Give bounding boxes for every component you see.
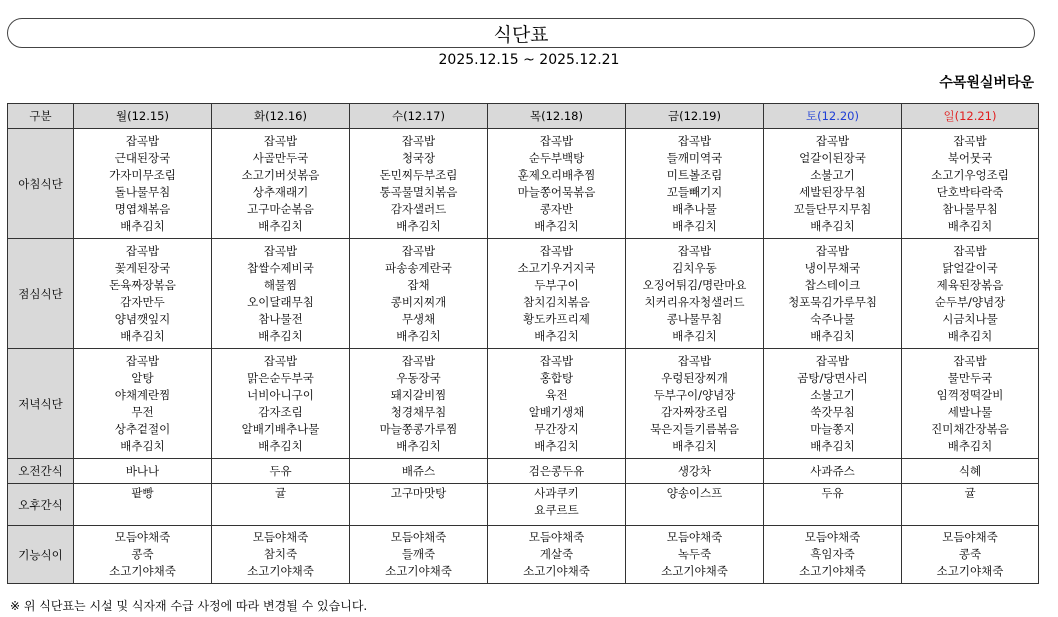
- menu-item: 근대된장국: [114, 150, 171, 165]
- menu-item: 사과쿠키: [534, 486, 579, 500]
- menu-item: 배추김치: [810, 218, 855, 233]
- menu-item: 시금치나물: [942, 311, 998, 326]
- menu-item: 무생채: [401, 311, 436, 326]
- page-title: 식단표: [493, 23, 549, 46]
- menu-item: 잡곡밥: [401, 353, 436, 368]
- menu-item: 마늘쫑콩가루찜: [379, 421, 458, 436]
- menu-title-banner: [7, 18, 1035, 48]
- menu-cell: [74, 484, 212, 526]
- menu-cell: [74, 129, 212, 239]
- menu-item: 들깨죽: [401, 547, 436, 561]
- menu-item: 소고기야채죽: [936, 564, 1004, 578]
- menu-item: 파송송계란국: [385, 260, 452, 275]
- menu-cell: [74, 459, 212, 484]
- menu-item: 제육된장볶음: [936, 277, 1004, 292]
- menu-item: 소고기야채죽: [523, 564, 590, 578]
- menu-item: 배추김치: [258, 438, 303, 453]
- menu-item: 돼지갈비찜: [390, 387, 447, 402]
- menu-item: 알배기배추나물: [241, 421, 320, 436]
- menu-item: 소고기야채죽: [247, 564, 314, 578]
- menu-row: [8, 459, 1039, 484]
- menu-item: 임꺽정떡갈비: [936, 387, 1004, 402]
- day-header: 화(12.16): [212, 104, 350, 129]
- menu-item: 감자샐러드: [390, 201, 447, 216]
- menu-item: 닭얼갈이국: [942, 260, 998, 275]
- menu-item: 맑은순두부국: [247, 370, 314, 385]
- menu-item: 배추김치: [947, 328, 993, 343]
- menu-item: 소고기야채죽: [385, 564, 452, 578]
- menu-item: 김치우동: [672, 260, 717, 275]
- menu-item: 진미채간장볶음: [931, 421, 1009, 436]
- menu-cell: [212, 239, 350, 349]
- menu-item: 돈육짜장볶음: [109, 277, 176, 292]
- menu-item: 귤: [274, 486, 287, 500]
- menu-cell: [626, 129, 764, 239]
- footnote: ※ 위 식단표는 시설 및 식자재 수급 사정에 따라 변경될 수 있습니다.: [10, 599, 368, 613]
- menu-item: 사과쥬스: [810, 463, 855, 478]
- menu-cell: [764, 526, 902, 584]
- menu-item: 배추김치: [534, 218, 579, 233]
- menu-item: 무간장지: [534, 421, 579, 436]
- menu-cell: [212, 526, 350, 584]
- menu-item: 소고기야채죽: [661, 564, 728, 578]
- menu-cell: [626, 239, 764, 349]
- menu-cell: [488, 459, 626, 484]
- menu-item: 잡곡밥: [815, 243, 850, 258]
- menu-item: 알배기생채: [528, 404, 585, 419]
- menu-row: [8, 129, 1039, 239]
- menu-item: 배추김치: [258, 218, 303, 233]
- menu-item: 얼갈이된장국: [799, 150, 866, 165]
- menu-item: 야채계란찜: [114, 387, 171, 402]
- menu-item: 모듬야채죽: [114, 530, 171, 544]
- menu-item: 감자조림: [258, 404, 303, 419]
- menu-cell: [350, 239, 488, 349]
- menu-cell: [764, 239, 902, 349]
- menu-row: [8, 526, 1039, 584]
- menu-item: 곰탕/당면사리: [797, 370, 868, 385]
- menu-item: 배추김치: [947, 218, 993, 233]
- menu-item: 잡곡밥: [953, 243, 987, 258]
- menu-cell: [74, 349, 212, 459]
- menu-item: 묵은지들기름볶음: [650, 421, 739, 436]
- menu-item: 소고기우엉조림: [931, 167, 1009, 182]
- menu-cell: [212, 349, 350, 459]
- menu-item: 잡곡밥: [125, 353, 160, 368]
- row-label: 아침식단: [8, 129, 74, 239]
- menu-item: 배추김치: [534, 328, 579, 343]
- menu-item: 콩비지찌개: [390, 294, 447, 309]
- menu-item: 세발나물: [947, 404, 993, 419]
- menu-cell: [488, 129, 626, 239]
- menu-row: [8, 349, 1039, 459]
- menu-cell: [902, 129, 1039, 239]
- menu-item: 양념깻잎지: [114, 311, 171, 326]
- menu-row: [8, 484, 1039, 526]
- menu-item: 잡곡밥: [125, 243, 160, 258]
- menu-item: 청포묵김가루무침: [788, 294, 877, 309]
- day-header-saturday: 토(12.20): [764, 104, 902, 129]
- menu-item: 물만두국: [947, 370, 993, 385]
- menu-item: 너비아니구이: [247, 387, 314, 402]
- menu-cell: [764, 129, 902, 239]
- menu-item: 쑥갓무침: [810, 404, 855, 419]
- menu-item: 배추김치: [120, 328, 165, 343]
- row-label: 점심식단: [8, 239, 74, 349]
- menu-item: 참치죽: [263, 547, 298, 561]
- menu-item: 냉이무채국: [804, 260, 861, 275]
- menu-item: 훈제오리배추찜: [517, 167, 596, 182]
- menu-cell: [488, 484, 626, 526]
- menu-item: 요쿠르트: [534, 503, 579, 517]
- menu-item: 잡곡밥: [539, 133, 574, 148]
- menu-item: 잡곡밥: [677, 353, 712, 368]
- menu-item: 배추김치: [396, 438, 441, 453]
- menu-item: 고구마맛탕: [390, 486, 447, 500]
- menu-cell: [626, 459, 764, 484]
- menu-item: 해물찜: [263, 277, 298, 292]
- menu-item: 청국장: [401, 150, 436, 165]
- menu-cell: [902, 484, 1039, 526]
- menu-item: 잡곡밥: [953, 133, 987, 148]
- menu-item: 단호박타락죽: [936, 184, 1004, 199]
- day-header: 월(12.15): [74, 104, 212, 129]
- menu-item: 마늘쫑지: [810, 421, 855, 436]
- menu-item: 숙주나물: [810, 311, 855, 326]
- day-header: 금(12.19): [626, 104, 764, 129]
- menu-item: 배추김치: [672, 438, 717, 453]
- menu-item: 소고기야채죽: [109, 564, 176, 578]
- menu-item: 알탕: [131, 370, 154, 385]
- menu-cell: [74, 526, 212, 584]
- menu-item: 감자짜장조림: [661, 404, 728, 419]
- menu-item: 상추겉절이: [114, 421, 171, 436]
- menu-item: 콩자반: [539, 201, 574, 216]
- menu-cell: [626, 349, 764, 459]
- row-label: 오전간식: [8, 459, 74, 484]
- menu-item: 오징어튀김/명란마요: [642, 277, 747, 292]
- menu-item: 식혜: [958, 463, 982, 478]
- menu-item: 잡곡밥: [539, 243, 574, 258]
- menu-item: 마늘쫑어묵볶음: [517, 184, 596, 199]
- menu-item: 배추김치: [120, 218, 165, 233]
- menu-cell: [350, 129, 488, 239]
- menu-item: 참나물전: [258, 311, 303, 326]
- menu-cell: [764, 484, 902, 526]
- menu-cell: [74, 239, 212, 349]
- date-range: 2025.12.15 ~ 2025.12.21: [438, 52, 620, 68]
- menu-item: 꽃게된장국: [114, 260, 171, 275]
- menu-item: 모듬야채죽: [252, 530, 309, 544]
- menu-item: 잡곡밥: [401, 243, 436, 258]
- menu-item: 홍합탕: [539, 370, 574, 385]
- menu-item: 두유: [269, 463, 292, 478]
- menu-item: 양송이스프: [666, 486, 723, 500]
- menu-item: 잡곡밥: [401, 133, 436, 148]
- menu-item: 육전: [545, 387, 568, 402]
- menu-item: 꼬들빼기지: [666, 184, 723, 199]
- menu-item: 북어뭇국: [947, 150, 993, 165]
- menu-item: 찹스테이크: [804, 277, 861, 292]
- menu-item: 찹쌀수제비국: [247, 260, 314, 275]
- menu-cell: [350, 484, 488, 526]
- menu-item: 치커리유자청샐러드: [644, 294, 745, 309]
- menu-cell: [902, 459, 1039, 484]
- menu-item: 배추김치: [947, 438, 993, 453]
- menu-item: 세발된장무침: [799, 184, 866, 199]
- menu-item: 청경채무침: [390, 404, 447, 419]
- menu-item: 두부구이/양념장: [653, 387, 736, 402]
- menu-item: 콩나물무침: [666, 311, 723, 326]
- menu-item: 우렁된장찌개: [661, 370, 728, 385]
- menu-item: 소고기우거지국: [517, 260, 596, 275]
- menu-item: 사골만두국: [252, 150, 309, 165]
- menu-item: 콩죽: [131, 547, 154, 561]
- menu-item: 배추김치: [810, 328, 855, 343]
- menu-item: 잡곡밥: [263, 133, 298, 148]
- weekly-menu-table: [7, 103, 1039, 584]
- menu-item: 잡곡밥: [815, 133, 850, 148]
- menu-item: 잡곡밥: [125, 133, 160, 148]
- menu-cell: [902, 526, 1039, 584]
- menu-item: 배추김치: [534, 438, 579, 453]
- menu-item: 순두부/양념장: [934, 294, 1006, 309]
- menu-item: 녹두죽: [677, 547, 712, 561]
- menu-cell: [626, 526, 764, 584]
- menu-item: 고구마순볶음: [247, 201, 314, 216]
- menu-cell: [488, 239, 626, 349]
- menu-cell: [212, 484, 350, 526]
- menu-item: 소불고기: [810, 387, 855, 402]
- menu-item: 황도카프리제: [523, 311, 590, 326]
- menu-item: 모듬야채죽: [804, 530, 861, 544]
- menu-cell: [212, 129, 350, 239]
- day-header: 수(12.17): [350, 104, 488, 129]
- menu-item: 꼬들단무지무침: [793, 201, 872, 216]
- menu-item: 소고기야채죽: [799, 564, 866, 578]
- menu-item: 우동장국: [396, 370, 441, 385]
- menu-item: 잡곡밥: [263, 353, 298, 368]
- row-label: 저녁식단: [8, 349, 74, 459]
- menu-row: [8, 239, 1039, 349]
- menu-item: 상추재래기: [252, 184, 309, 199]
- menu-item: 배추김치: [672, 218, 717, 233]
- menu-item: 모듬야채죽: [390, 530, 447, 544]
- menu-item: 바나나: [125, 463, 160, 478]
- menu-item: 배추김치: [396, 218, 441, 233]
- day-header-row: [8, 104, 1039, 129]
- menu-item: 통곡물멸치볶음: [379, 184, 458, 199]
- menu-item: 돈민찌두부조림: [379, 167, 458, 182]
- menu-item: 귤: [964, 486, 976, 500]
- menu-cell: [212, 459, 350, 484]
- menu-item: 잡곡밥: [677, 243, 712, 258]
- menu-item: 참치김치볶음: [523, 294, 590, 309]
- menu-item: 참나물무침: [942, 201, 998, 216]
- menu-item: 미트볼조림: [666, 167, 723, 182]
- menu-item: 명엽채볶음: [114, 201, 171, 216]
- menu-item: 감자만두: [120, 294, 165, 309]
- menu-item: 모듬야채죽: [666, 530, 723, 544]
- menu-cell: [902, 349, 1039, 459]
- menu-item: 순두부백탕: [528, 150, 585, 165]
- row-label: 기능식이: [8, 526, 74, 584]
- menu-item: 게살죽: [539, 547, 574, 561]
- menu-item: 오이달래무침: [247, 294, 314, 309]
- menu-item: 두부구이: [534, 277, 579, 292]
- menu-cell: [764, 349, 902, 459]
- facility-name: 수목원실버타운: [939, 75, 1034, 91]
- day-header: 목(12.18): [488, 104, 626, 129]
- menu-item: 잡곡밥: [263, 243, 298, 258]
- menu-item: 두유: [821, 486, 844, 500]
- menu-item: 잡곡밥: [677, 133, 712, 148]
- menu-item: 무전: [131, 404, 154, 419]
- menu-item: 잡곡밥: [539, 353, 574, 368]
- menu-item: 소고기버섯볶음: [241, 167, 320, 182]
- menu-item: 팥빵: [131, 486, 154, 500]
- menu-item: 배추김치: [396, 328, 441, 343]
- corner-header: 구분: [8, 104, 74, 129]
- menu-item: 잡채: [407, 277, 430, 292]
- menu-item: 가자미무조림: [109, 167, 176, 182]
- menu-item: 배쥬스: [401, 463, 436, 478]
- menu-item: 잡곡밥: [815, 353, 850, 368]
- menu-item: 배추나물: [672, 201, 717, 216]
- menu-item: 배추김치: [810, 438, 855, 453]
- menu-cell: [350, 526, 488, 584]
- row-label: 오후간식: [8, 484, 74, 526]
- menu-item: 배추김치: [120, 438, 165, 453]
- menu-cell: [902, 239, 1039, 349]
- menu-item: 들깨미역국: [666, 150, 723, 165]
- menu-item: 생강차: [677, 463, 712, 478]
- menu-item: 배추김치: [672, 328, 717, 343]
- menu-item: 흑임자죽: [810, 547, 855, 561]
- menu-item: 돌나물무침: [114, 184, 171, 199]
- menu-cell: [764, 459, 902, 484]
- menu-item: 소불고기: [810, 167, 855, 182]
- menu-cell: [350, 459, 488, 484]
- menu-item: 검은콩두유: [528, 463, 585, 478]
- menu-item: 모듬야채죽: [528, 530, 585, 544]
- menu-cell: [488, 526, 626, 584]
- menu-item: 배추김치: [258, 328, 303, 343]
- menu-item: 콩죽: [958, 547, 982, 561]
- day-header-sunday: 일(12.21): [902, 104, 1039, 129]
- menu-cell: [350, 349, 488, 459]
- menu-item: 잡곡밥: [953, 353, 987, 368]
- menu-item: 모듬야채죽: [942, 530, 998, 544]
- menu-cell: [626, 484, 764, 526]
- menu-cell: [488, 349, 626, 459]
